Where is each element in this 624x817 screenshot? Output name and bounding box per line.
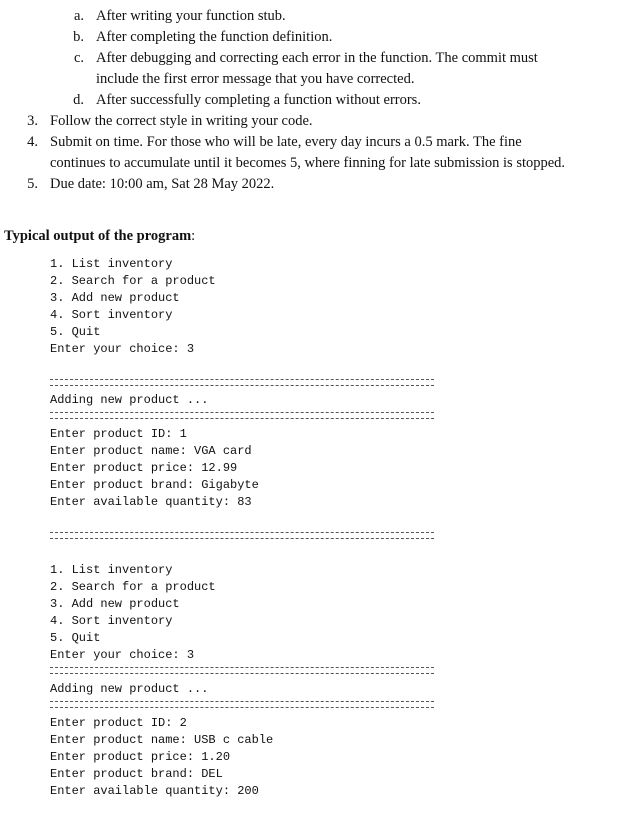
item-text-4: Submit on time. For those who will be late, every day incurs a 0.5 mark. The fine xyxy=(50,134,522,150)
entry1-line-5: Enter available quantity: 83 xyxy=(50,495,252,509)
sub-item-text-b: After completing the function definition. xyxy=(96,29,333,45)
sub-item-marker-c: c. xyxy=(73,50,84,66)
menu2-line-5: 5. Quit xyxy=(50,631,101,645)
item-text-3: Follow the correct style in writing your code. xyxy=(50,113,313,129)
section-heading-colon: : xyxy=(191,228,196,244)
menu1-line-2: 2. Search for a product xyxy=(50,274,216,288)
item-marker-4: 4. xyxy=(27,134,38,150)
separator-rule xyxy=(50,701,434,708)
adding1-line: Adding new product ... xyxy=(50,393,209,407)
sub-item-marker-b: b. xyxy=(73,29,84,45)
menu2-line-3: 3. Add new product xyxy=(50,597,180,611)
separator-rule xyxy=(50,379,434,386)
entry2-line-2: Enter product name: USB c cable xyxy=(50,733,274,747)
menu1-line-4: 4. Sort inventory xyxy=(50,308,173,322)
separator-rule xyxy=(50,532,434,539)
item-text-4-cont: continues to accumulate until it becomes 5, where finning for late submission is stopped. xyxy=(50,155,566,171)
menu2-line-4: 4. Sort inventory xyxy=(50,614,173,628)
sub-item-marker-d: d. xyxy=(73,92,84,108)
sub-item-text-c-cont: include the first error message that you have corrected. xyxy=(96,71,415,87)
entry2-line-1: Enter product ID: 2 xyxy=(50,716,187,730)
entry2-line-4: Enter product brand: DEL xyxy=(50,767,223,781)
item-text-5: Due date: 10:00 am, Sat 28 May 2022. xyxy=(50,176,275,192)
sub-item-text-d: After successfully completing a function without errors. xyxy=(96,92,421,108)
entry1-line-4: Enter product brand: Gigabyte xyxy=(50,478,259,492)
adding2-line: Adding new product ... xyxy=(50,682,209,696)
section-heading xyxy=(4,228,195,245)
separator-rule xyxy=(50,667,434,674)
menu1-line-5: 5. Quit xyxy=(50,325,101,339)
sub-item-text-a: After writing your function stub. xyxy=(96,8,286,24)
menu2-line-1: 1. List inventory xyxy=(50,563,173,577)
sub-item-text-c: After debugging and correcting each error in the function. The commit must xyxy=(96,50,538,66)
item-marker-5: 5. xyxy=(27,176,38,192)
menu1-line-1: 1. List inventory xyxy=(50,257,173,271)
menu2-line-6: Enter your choice: 3 xyxy=(50,648,195,662)
menu2-line-2: 2. Search for a product xyxy=(50,580,216,594)
menu1-line-3: 3. Add new product xyxy=(50,291,180,305)
item-marker-3: 3. xyxy=(27,113,38,129)
sub-item-marker-a: a. xyxy=(73,8,84,24)
entry1-line-2: Enter product name: VGA card xyxy=(50,444,252,458)
entry2-line-3: Enter product price: 1.20 xyxy=(50,750,231,764)
entry1-line-3: Enter product price: 12.99 xyxy=(50,461,238,475)
separator-rule xyxy=(50,412,434,419)
section-heading-bold: Typical output of the program xyxy=(4,228,192,244)
menu1-line-6: Enter your choice: 3 xyxy=(50,342,195,356)
entry1-line-1: Enter product ID: 1 xyxy=(50,427,187,441)
entry2-line-5: Enter available quantity: 200 xyxy=(50,784,259,798)
